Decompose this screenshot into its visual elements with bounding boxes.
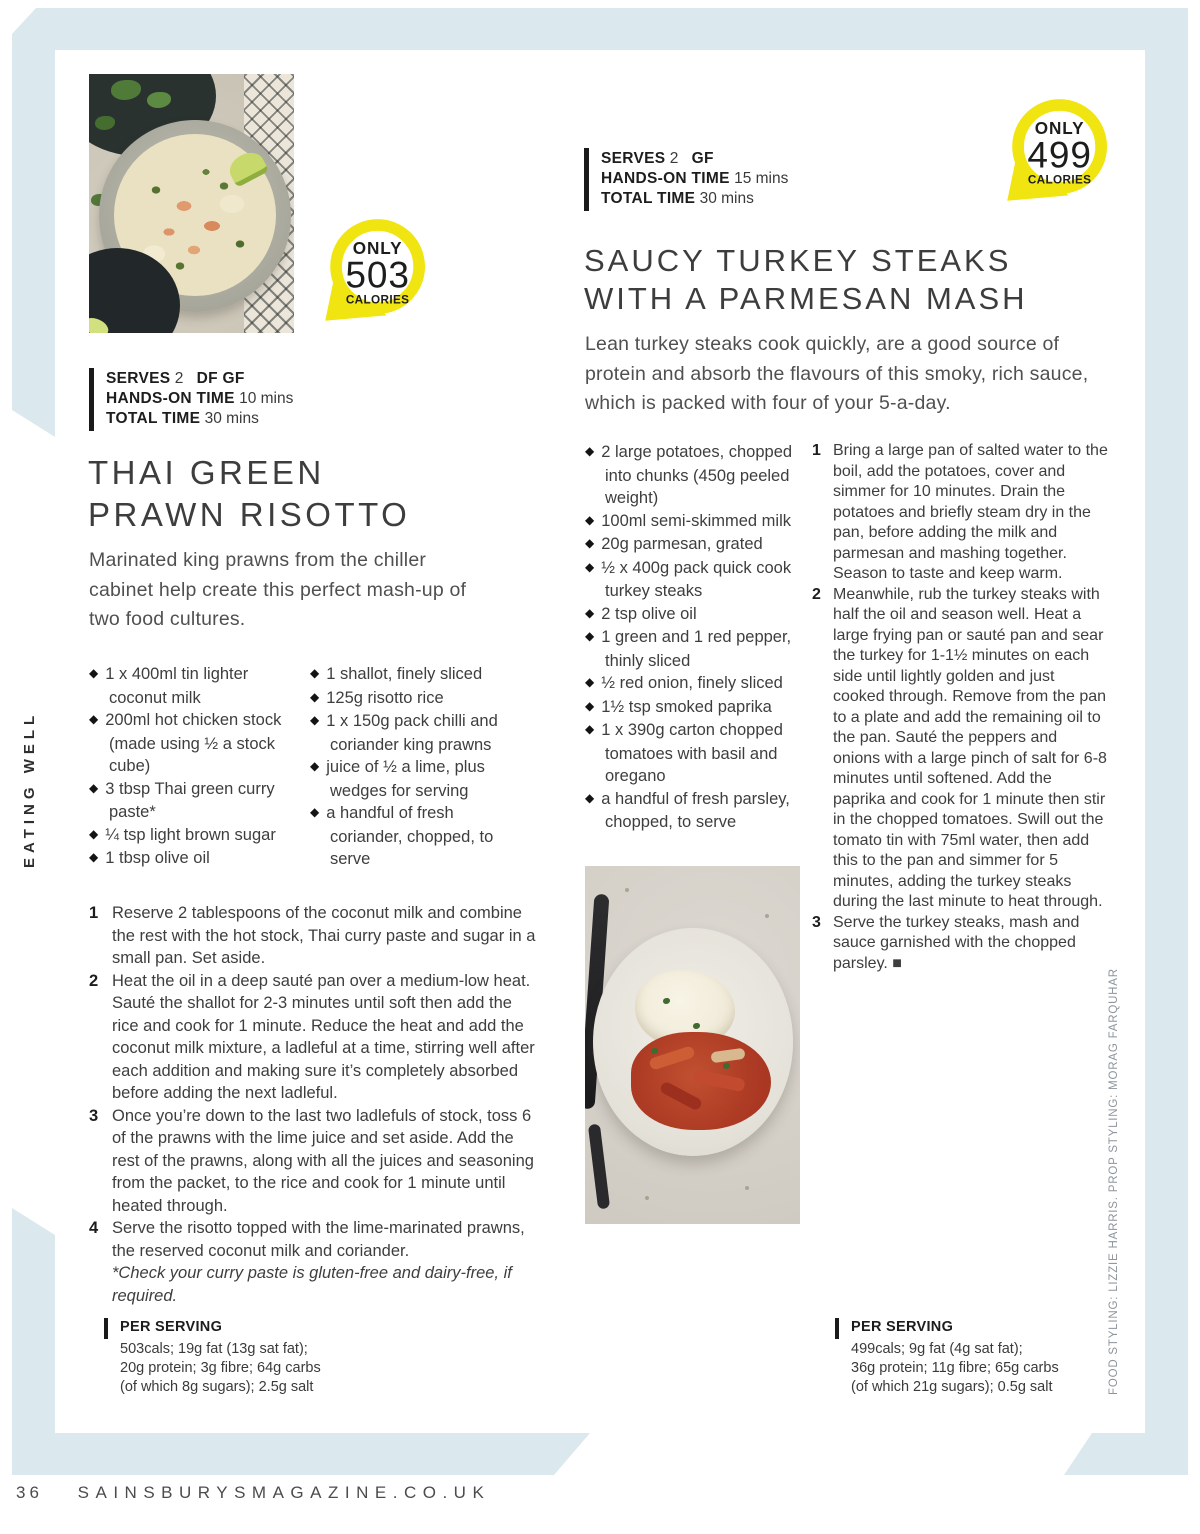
turkey-steak <box>710 1048 745 1064</box>
pepper-strip <box>659 1080 703 1111</box>
recipe-meta-left <box>89 368 293 431</box>
table-speck <box>625 888 629 892</box>
ingredient-text: 125g risotto rice <box>326 688 444 707</box>
hands-on-value: 15 mins <box>734 170 789 187</box>
step-text: Bring a large pan of salted water to the boil, add the potatoes, cover and simmer for 10 minutes. Drain the potatoes and briefly steam dry in the pan, before adding the milk and parmesan and mashing together. Season to taste and keep warm. <box>833 442 1108 582</box>
recipe-intro-right: Lean turkey steaks cook quickly, are a good source of protein and absorb the flavours of this smoky, rich sauce, which is packed with four of your 5-a-day. <box>585 333 1089 414</box>
magazine-website: SAINSBURYSMAGAZINE.CO.UK <box>77 1483 491 1502</box>
diet-tags: GF <box>691 150 714 167</box>
diamond-bullet-icon: ◆ <box>89 666 99 680</box>
step-text: Meanwhile, rub the turkey steaks with half the oil and season well. Heat a large frying pan or sauté pan and sear the turkey for 1-1½ minutes on each side until lightly golden and just cooked through. Remove from the pan to a plate and add the remaining oil to the pan. Sauté the peppers and onions with a large pinch of salt for 6-8 minutes until softened. Add the paprika and cook for 1 minute then stir in the chopped tomatoes. Swill out the tomato tin with 75ml water, then add this to the pan and simmer for 5 minutes, adding the turkey steaks during the last minute to heat through. <box>833 585 1107 910</box>
ingredient-item <box>585 557 813 603</box>
ingredient-item <box>310 802 525 871</box>
per-serving-lines-left <box>120 1340 372 1397</box>
ingredient-item <box>585 672 813 696</box>
per-serving-right <box>835 1318 1103 1339</box>
ingredients-column-2 <box>310 663 525 871</box>
page-footer <box>16 1483 490 1503</box>
step-number: 1 <box>89 904 99 922</box>
diamond-bullet-icon: ◆ <box>585 605 595 620</box>
ingredient-text: 1 green and 1 red pepper, thinly sliced <box>601 628 792 670</box>
ingredient-text: 3 tbsp Thai green curry paste* <box>105 779 275 821</box>
step-number: 3 <box>89 1106 99 1125</box>
decor-frame-right <box>1145 50 1188 1475</box>
ingredient-item <box>89 847 297 871</box>
pepper-strip <box>692 1069 746 1093</box>
diamond-bullet-icon: ◆ <box>89 826 99 841</box>
ingredient-text: 20g parmesan, grated <box>601 535 763 553</box>
hands-on-line <box>106 389 293 409</box>
ingredient-item <box>89 824 297 848</box>
step-text: Reserve 2 tablespoons of the coconut milk and combine the rest with the hot stock, Thai curry paste and sugar in a small pan. Set aside. <box>112 904 536 967</box>
calorie-badge-499 <box>1000 96 1112 208</box>
diet-tags: DF GF <box>196 370 245 387</box>
turkey-photo <box>585 866 800 1224</box>
ingredient-item <box>310 756 525 802</box>
ingredient-text: 1 x 400ml tin lighter coconut milk <box>105 665 249 707</box>
nutrition-line: (of which 21g sugars); 0.5g salt <box>851 1379 1053 1395</box>
section-label: EATING WELL <box>21 710 38 868</box>
diamond-bullet-icon: ◆ <box>585 512 595 527</box>
serves-value: 2 <box>174 370 184 387</box>
decor-frame-left-top <box>12 50 55 437</box>
recipe-intro-left: Marinated king prawns from the chiller cabinet help create this perfect mash-up of two food cultures. <box>89 549 467 630</box>
ingredient-item <box>585 696 813 720</box>
total-time-value: 30 mins <box>204 410 259 427</box>
ingredient-text: ½ red onion, finely sliced <box>601 674 783 692</box>
total-time-label: TOTAL TIME <box>601 190 696 207</box>
ingredient-item <box>585 603 813 627</box>
serves-value: 2 <box>669 150 679 167</box>
hands-on-label: HANDS-ON TIME <box>601 170 730 187</box>
styling-credit: FOOD STYLING: LIZZIE HARRIS. PROP STYLING: MORAG FARQUHAR <box>1108 968 1120 1395</box>
ingredient-text: juice of ½ a lime, plus wedges for serving <box>326 758 485 800</box>
table-speck <box>745 1186 749 1190</box>
title-line: SAUCY TURKEY STEAKS <box>584 243 1012 278</box>
ingredient-text: 1 tbsp olive oil <box>105 849 210 867</box>
badge-only-text: ONLY <box>352 237 403 258</box>
diamond-bullet-icon: ◆ <box>585 629 595 643</box>
ingredient-item <box>310 710 525 756</box>
per-serving-label: PER SERVING <box>851 1319 954 1335</box>
serves-line <box>106 369 293 389</box>
title-line: THAI GREEN <box>88 454 325 491</box>
ingredient-item <box>585 533 813 557</box>
ingredient-item <box>585 788 813 834</box>
nutrition-line: 499cals; 9g fat (4g sat fat); <box>851 1341 1023 1357</box>
ingredient-text: 2 tsp olive oil <box>601 604 697 623</box>
ingredient-text: 1½ tsp smoked paprika <box>601 697 772 716</box>
ingredient-item <box>89 778 297 824</box>
per-serving-label: PER SERVING <box>120 1319 223 1335</box>
ingredient-text: a handful of fresh coriander, chopped, to serve <box>326 804 494 868</box>
method-step <box>89 1217 536 1307</box>
ingredient-text: 100ml semi-skimmed milk <box>601 511 792 530</box>
per-serving-lines-right <box>851 1340 1103 1397</box>
serves-label: SERVES <box>106 370 171 387</box>
badge-only-text: ONLY <box>1034 117 1085 138</box>
ingredient-text: ¼ tsp light brown sugar <box>105 825 276 844</box>
step-text: Serve the risotto topped with the lime-marinated prawns, the reserved coconut milk and coriander. <box>112 1219 525 1260</box>
risotto-photo <box>89 74 294 333</box>
method-step <box>89 1105 536 1218</box>
ingredient-text: 1 x 390g carton chopped tomatoes with basil and oregano <box>601 721 783 785</box>
hands-on-label: HANDS-ON TIME <box>106 390 235 407</box>
step-note: *Check your curry paste is gluten-free and dairy-free, if required. <box>112 1264 512 1305</box>
ingredient-item <box>585 441 813 510</box>
ingredient-text: 2 large potatoes, chopped into chunks (450g peeled weight) <box>601 443 793 507</box>
dinner-plate <box>593 928 793 1156</box>
page-number: 36 <box>16 1483 43 1502</box>
diamond-bullet-icon: ◆ <box>585 722 595 736</box>
step-number: 4 <box>89 1219 99 1237</box>
serves-line <box>601 149 788 169</box>
method-step <box>89 902 536 970</box>
step-number: 3 <box>812 913 821 931</box>
ingredient-item <box>585 719 813 788</box>
diamond-bullet-icon: ◆ <box>310 689 320 704</box>
total-time-label: TOTAL TIME <box>106 410 201 427</box>
nutrition-line: 36g protein; 11g fibre; 65g carbs <box>851 1360 1059 1376</box>
step-text: Once you’re down to the last two ladlefuls of stock, toss 6 of the prawns with the lime juice and set aside. Add the rest of the prawns, along with all the juices and seasoning from the packet, to the rice and cook for 1 minute until heated through. <box>112 1106 534 1215</box>
step-text: Serve the turkey steaks, mash and sauce garnished with the chopped parsley. ■ <box>833 913 1080 972</box>
diamond-bullet-icon: ◆ <box>310 713 320 727</box>
badge-value-text: 499 <box>1027 133 1092 176</box>
ingredient-item <box>310 687 525 711</box>
method-step <box>812 913 1108 975</box>
diamond-bullet-icon: ◆ <box>89 850 99 864</box>
diamond-bullet-icon: ◆ <box>310 805 320 819</box>
hands-on-value: 10 mins <box>239 390 294 407</box>
nutrition-line: (of which 8g sugars); 2.5g salt <box>120 1379 314 1395</box>
decor-frame-top <box>12 8 1188 50</box>
title-line: PRAWN RISOTTO <box>88 496 411 533</box>
badge-value-text: 503 <box>345 253 410 296</box>
lime-wedge <box>89 314 111 333</box>
per-serving-left <box>104 1318 372 1339</box>
method-step <box>812 585 1108 913</box>
nutrition-line: 503cals; 19g fat (13g sat fat); <box>120 1341 308 1357</box>
diamond-bullet-icon: ◆ <box>585 790 595 805</box>
hands-on-line <box>601 169 788 189</box>
step-text: Heat the oil in a deep sauté pan over a medium-low heat. Sauté the shallot for 2-3 minutes until soft then add the rice and cook for 1 minute. Reduce the heat and add the coconut milk mixture, a ladleful at a time, stirring well after each addition and making sure it’s completely absorbed before adding the next ladleful. <box>112 971 535 1102</box>
diamond-bullet-icon: ◆ <box>310 666 320 680</box>
ingredients-right <box>585 441 813 834</box>
ingredient-text: 1 shallot, finely sliced <box>326 665 483 683</box>
recipe-meta-right <box>584 148 788 211</box>
step-number: 1 <box>812 442 821 459</box>
ingredient-text: 200ml hot chicken stock (made using ½ a stock cube) <box>105 711 282 775</box>
ingredients-column-1 <box>89 663 297 871</box>
ingredient-item <box>89 709 297 778</box>
calorie-badge-503 <box>318 216 430 328</box>
diamond-bullet-icon: ◆ <box>585 698 595 713</box>
step-number: 2 <box>812 585 821 603</box>
diamond-bullet-icon: ◆ <box>585 536 595 550</box>
table-speck <box>765 914 769 918</box>
recipe-title-left <box>88 452 410 536</box>
diamond-bullet-icon: ◆ <box>310 759 320 773</box>
diamond-bullet-icon: ◆ <box>89 712 99 726</box>
badge-unit-text: CALORIES <box>1027 173 1092 187</box>
decor-frame-bottom-left <box>12 1433 590 1475</box>
title-line: WITH A PARMESAN MASH <box>584 281 1028 316</box>
diamond-bullet-icon: ◆ <box>585 559 595 574</box>
method-steps-left <box>89 902 536 1307</box>
nutrition-line: 20g protein; 3g fibre; 64g carbs <box>120 1360 321 1376</box>
method-steps-right <box>812 441 1108 974</box>
ingredient-text: ½ x 400g pack quick cook turkey steaks <box>601 558 792 600</box>
diamond-bullet-icon: ◆ <box>585 444 595 458</box>
method-step <box>89 970 536 1105</box>
decor-frame-bottom-right <box>1064 1433 1188 1475</box>
ingredient-text: a handful of fresh parsley, chopped, to serve <box>601 789 790 831</box>
ingredient-item <box>310 663 525 687</box>
serves-label: SERVES <box>601 150 666 167</box>
diamond-bullet-icon: ◆ <box>585 675 595 689</box>
badge-unit-text: CALORIES <box>345 293 410 307</box>
ingredient-item <box>585 510 813 534</box>
ingredient-item <box>89 663 297 709</box>
tomato-pepper-sauce <box>631 1032 771 1130</box>
method-step <box>812 441 1108 585</box>
total-time-line <box>601 189 788 209</box>
ingredient-item <box>585 626 813 672</box>
fork <box>588 1124 610 1210</box>
table-speck <box>645 1196 649 1200</box>
recipe-title-right <box>584 242 1028 318</box>
total-time-value: 30 mins <box>699 190 754 207</box>
step-number: 2 <box>89 971 99 990</box>
diamond-bullet-icon: ◆ <box>89 780 99 795</box>
total-time-line <box>106 409 293 429</box>
ingredient-text: 1 x 150g pack chilli and coriander king prawns <box>326 712 498 754</box>
